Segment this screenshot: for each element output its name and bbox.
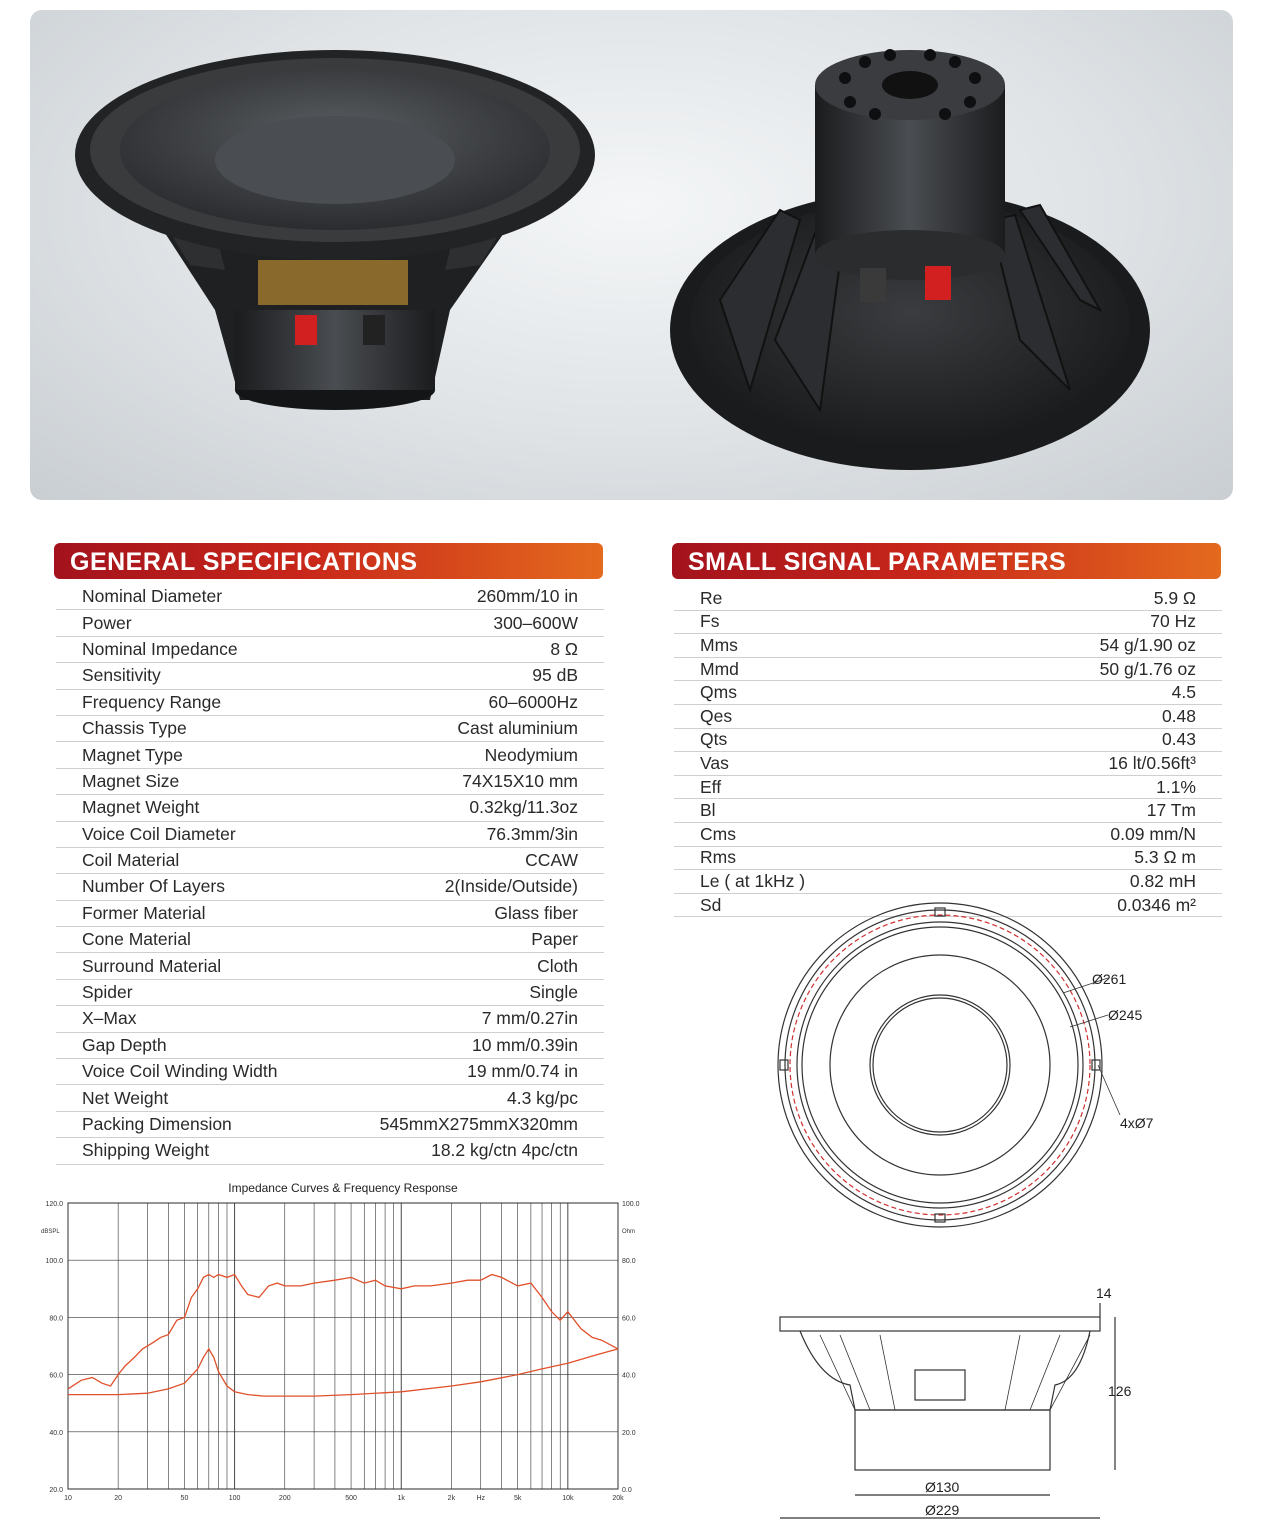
spec-row — [674, 894, 1222, 918]
x-tick-label: 100 — [228, 1495, 241, 1502]
spec-value: Neodymium — [484, 744, 578, 765]
x-tick-label: 200 — [278, 1495, 291, 1502]
spec-value: Cast aluminium — [457, 718, 578, 739]
spec-value: 60–6000Hz — [488, 691, 578, 712]
spec-label: Le ( at 1kHz ) — [700, 870, 806, 891]
small-signal-header: SMALL SIGNAL PARAMETERS — [672, 543, 1221, 579]
y-right-tick-label: 0.0 — [622, 1487, 632, 1494]
spec-value: 8 Ω — [550, 638, 578, 659]
dim-d229: Ø229 — [925, 1502, 960, 1518]
y-left-tick-label: 40.0 — [49, 1429, 63, 1437]
spec-label: Chassis Type — [82, 718, 187, 739]
spec-value: 17 Tm — [1146, 800, 1196, 821]
spec-value: 16 lt/0.56ft³ — [1108, 752, 1196, 773]
frequency-response-line — [68, 1275, 618, 1389]
dim-height: 126 — [1108, 1383, 1132, 1399]
y-left-tick-label: 80.0 — [49, 1315, 63, 1323]
front-view-drawing — [778, 903, 1120, 1227]
spec-row — [674, 823, 1222, 847]
impedance-curve-line — [68, 1349, 618, 1396]
spec-value: 18.2 kg/ctn 4pc/ctn — [431, 1140, 578, 1161]
spec-row — [56, 1059, 604, 1085]
x-axis-unit: Hz — [476, 1495, 486, 1502]
spec-value: 10 mm/0.39in — [471, 1034, 578, 1055]
spec-row — [674, 752, 1222, 776]
dim-d261: Ø261 — [1092, 971, 1127, 987]
product-photo-panel — [30, 10, 1233, 500]
spec-row — [56, 795, 604, 821]
small-signal-table — [674, 587, 1222, 917]
x-tick-label: 20 — [114, 1495, 123, 1502]
spec-row — [56, 1138, 604, 1164]
spec-value: 0.09 mm/N — [1110, 823, 1196, 844]
spec-label: Magnet Type — [82, 744, 183, 765]
spec-value: 50 g/1.76 oz — [1099, 658, 1196, 679]
spec-row — [674, 776, 1222, 800]
dimension-drawing-svg — [760, 940, 1180, 1520]
spec-row — [674, 729, 1222, 753]
spec-row — [674, 799, 1222, 823]
spec-value: Glass fiber — [494, 902, 578, 923]
spec-label: Nominal Diameter — [82, 586, 223, 607]
spec-label: Cone Material — [82, 929, 191, 950]
spec-row — [56, 663, 604, 689]
spec-row — [674, 870, 1222, 894]
spec-value: Single — [529, 982, 578, 1003]
spec-label: Eff — [700, 776, 722, 797]
spec-label: Magnet Size — [82, 770, 180, 791]
spec-label: Cms — [700, 823, 736, 844]
spec-value: CCAW — [525, 850, 578, 871]
y-right-tick-label: 80.0 — [622, 1258, 636, 1266]
spec-value: 76.3mm/3in — [486, 823, 578, 844]
spec-label: Rms — [700, 847, 736, 868]
spec-row — [674, 611, 1222, 635]
y-right-tick-label: 100.0 — [622, 1201, 640, 1208]
spec-label: Mms — [700, 634, 738, 655]
spec-label: Fs — [700, 611, 720, 632]
spec-row — [674, 658, 1222, 682]
spec-label: Mmd — [700, 658, 739, 679]
x-tick-label: 500 — [345, 1495, 357, 1502]
spec-label: Qes — [700, 705, 733, 726]
spec-label: Shipping Weight — [82, 1140, 210, 1161]
spec-value: 0.32kg/11.3oz — [469, 797, 578, 818]
spec-row — [56, 1112, 604, 1138]
spec-label: Magnet Weight — [82, 797, 200, 818]
y-left-tick-label: 100.0 — [45, 1258, 63, 1266]
spec-row — [56, 1085, 604, 1111]
spec-label: Packing Dimension — [82, 1114, 232, 1134]
y-right-axis-label: Ohm — [622, 1229, 636, 1235]
spec-row — [56, 822, 604, 848]
speaker-photos — [30, 10, 1233, 500]
y-right-tick-label: 40.0 — [622, 1372, 636, 1380]
dim-d245: Ø245 — [1108, 1007, 1143, 1023]
spec-row — [56, 953, 604, 979]
spec-value: Cloth — [537, 955, 578, 976]
y-left-tick-label: 60.0 — [49, 1372, 63, 1380]
spec-value: 260mm/10 in — [476, 586, 578, 607]
spec-label: Net Weight — [82, 1087, 169, 1108]
spec-label: Re — [700, 587, 723, 608]
spec-value: 5.3 Ω m — [1134, 847, 1196, 868]
spec-row — [56, 769, 604, 795]
spec-value: 54 g/1.90 oz — [1099, 634, 1196, 655]
spec-value: 0.43 — [1161, 729, 1196, 750]
x-tick-label: 5k — [513, 1495, 522, 1502]
spec-label: Voice Coil Diameter — [82, 823, 236, 844]
spec-label: Frequency Range — [82, 691, 222, 712]
spec-label: Spider — [82, 982, 133, 1003]
x-tick-label: 20k — [612, 1495, 624, 1502]
dim-d130: Ø130 — [925, 1479, 960, 1495]
spec-row — [56, 901, 604, 927]
dimension-drawing — [760, 940, 1180, 1520]
y-left-tick-label: 20.0 — [49, 1487, 63, 1494]
spec-label: Number Of Layers — [82, 876, 225, 897]
impedance-frequency-chart — [30, 1175, 640, 1515]
spec-row — [56, 927, 604, 953]
spec-value: 4.5 — [1171, 682, 1196, 703]
dim-flange: 14 — [1096, 1285, 1112, 1301]
spec-value: 0.0346 m² — [1117, 894, 1196, 915]
chart-svg — [30, 1175, 640, 1515]
spec-value: 0.48 — [1161, 705, 1196, 726]
spec-label: Qms — [700, 682, 737, 703]
spec-row — [56, 1006, 604, 1032]
speaker-rear-photo — [670, 49, 1150, 470]
spec-value: Paper — [531, 929, 578, 950]
spec-row — [56, 980, 604, 1006]
spec-value: 0.82 mH — [1129, 870, 1196, 891]
spec-value: 74X15X10 mm — [462, 770, 578, 791]
spec-value: 70 Hz — [1150, 611, 1196, 632]
spec-value: 4.3 kg/pc — [506, 1087, 578, 1108]
spec-value: 2(Inside/Outside) — [444, 876, 578, 897]
x-tick-label: 10 — [64, 1495, 72, 1502]
spec-label: Qts — [700, 729, 728, 750]
spec-label: Nominal Impedance — [82, 638, 238, 659]
spec-label: X–Max — [82, 1008, 137, 1029]
spec-row — [56, 690, 604, 716]
spec-label: Sd — [700, 894, 722, 915]
spec-value: 7 mm/0.27in — [481, 1008, 578, 1029]
spec-label: Vas — [700, 752, 729, 773]
spec-value: 545mmX275mmX320mm — [379, 1114, 578, 1134]
spec-label: Coil Material — [82, 850, 180, 871]
spec-row — [56, 848, 604, 874]
spec-label: Gap Depth — [82, 1034, 167, 1055]
y-right-tick-label: 60.0 — [622, 1315, 636, 1323]
speaker-front-photo — [75, 50, 595, 410]
spec-value: 300–600W — [493, 612, 578, 633]
spec-value: 19 mm/0.74 in — [467, 1061, 578, 1082]
spec-label: Bl — [700, 800, 716, 821]
y-left-axis-label: dBSPL — [41, 1229, 60, 1235]
y-right-tick-label: 20.0 — [622, 1429, 636, 1437]
chart-title: Impedance Curves & Frequency Response — [228, 1181, 458, 1195]
spec-label: Power — [82, 612, 132, 633]
spec-row — [56, 874, 604, 900]
spec-label: Former Material — [82, 902, 206, 923]
y-left-tick-label: 120.0 — [45, 1201, 63, 1208]
spec-value: 5.9 Ω — [1153, 587, 1196, 608]
spec-row — [56, 637, 604, 663]
spec-row — [56, 742, 604, 768]
spec-row — [674, 847, 1222, 871]
x-tick-label: 50 — [180, 1495, 189, 1502]
x-tick-label: 1k — [397, 1495, 405, 1502]
spec-row — [56, 1033, 604, 1059]
x-tick-label: 2k — [447, 1495, 456, 1502]
x-tick-label: 10k — [562, 1495, 574, 1502]
spec-row — [56, 716, 604, 742]
spec-row — [674, 681, 1222, 705]
spec-label: Voice Coil Winding Width — [82, 1061, 278, 1082]
spec-label: Surround Material — [82, 955, 222, 976]
spec-row — [674, 705, 1222, 729]
general-specs-header: GENERAL SPECIFICATIONS — [54, 543, 603, 579]
general-specs-table — [56, 584, 604, 1165]
spec-value: 95 dB — [532, 665, 578, 686]
plot-frame — [68, 1203, 618, 1489]
spec-label: Sensitivity — [82, 665, 161, 686]
spec-row — [56, 584, 604, 610]
spec-value: 1.1% — [1156, 776, 1196, 797]
spec-row — [674, 587, 1222, 611]
dim-holes: 4xØ7 — [1120, 1115, 1154, 1131]
spec-row — [56, 610, 604, 636]
spec-row — [674, 634, 1222, 658]
